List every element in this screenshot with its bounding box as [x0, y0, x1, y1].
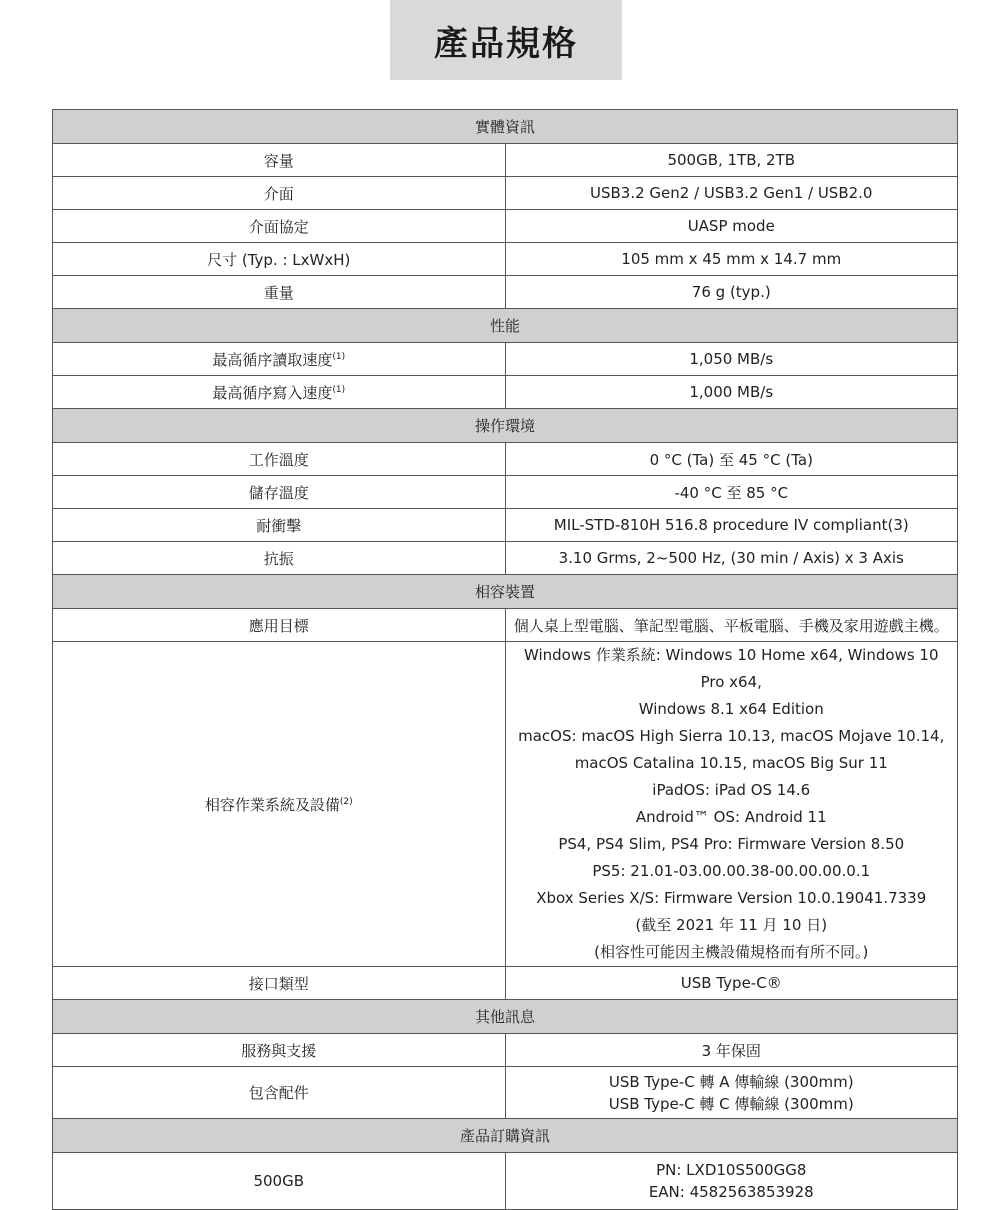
- section-title: 實體資訊: [53, 110, 958, 144]
- spec-value: [505, 1153, 958, 1210]
- spec-value: 1,000 MB/s: [505, 376, 958, 409]
- spec-label: 容量: [53, 144, 506, 177]
- spec-row-vibration: [53, 542, 958, 575]
- section-header-performance: [53, 309, 958, 343]
- section-header-physical: [53, 110, 958, 144]
- os-line: macOS Catalina 10.15, macOS Big Sur 11: [574, 754, 888, 772]
- spec-label: 儲存溫度: [53, 476, 506, 509]
- section-title: 操作環境: [53, 409, 958, 443]
- spec-value: 3 年保固: [505, 1034, 958, 1067]
- os-line: PS4, PS4 Slim, PS4 Pro: Firmware Version 8.50: [558, 835, 905, 853]
- spec-value: UASP mode: [505, 210, 958, 243]
- os-line: Xbox Series X/S: Firmware Version 10.0.19041.7339: [536, 889, 927, 907]
- spec-row-connector: [53, 967, 958, 1000]
- spec-row-write-speed: [53, 376, 958, 409]
- spec-value: 1,050 MB/s: [505, 343, 958, 376]
- spec-value: MIL-STD-810H 516.8 procedure IV compliant(3): [505, 509, 958, 542]
- spec-row-shock: [53, 509, 958, 542]
- part-number: PN: LXD10S500GG8: [656, 1161, 807, 1179]
- section-title: 相容裝置: [53, 575, 958, 609]
- spec-value: USB3.2 Gen2 / USB3.2 Gen1 / USB2.0: [505, 177, 958, 210]
- spec-value: 500GB, 1TB, 2TB: [505, 144, 958, 177]
- footnote-marker: (1): [332, 384, 346, 395]
- spec-label: [53, 343, 506, 376]
- section-title: 其他訊息: [53, 1000, 958, 1034]
- accessory-line: USB Type-C 轉 A 傳輸線 (300mm): [608, 1072, 854, 1091]
- spec-label: [53, 376, 506, 409]
- spec-label: 介面: [53, 177, 506, 210]
- spec-row-accessories: [53, 1067, 958, 1119]
- spec-value: [505, 1067, 958, 1119]
- spec-row-protocol: [53, 210, 958, 243]
- os-line: (相容性可能因主機設備規格而有所不同。): [594, 943, 869, 961]
- spec-value: 105 mm x 45 mm x 14.7 mm: [505, 243, 958, 276]
- os-line: Windows 作業系統: Windows 10 Home x64, Windows 10 Pro x64,: [523, 646, 939, 691]
- spec-row-dimensions: [53, 243, 958, 276]
- ean-code: EAN: 4582563853928: [648, 1183, 814, 1201]
- os-line: PS5: 21.01-03.00.00.38-00.00.00.0.1: [592, 862, 871, 880]
- spec-table: [52, 109, 958, 1210]
- spec-label: 介面協定: [53, 210, 506, 243]
- spec-row-warranty: [53, 1034, 958, 1067]
- os-line: (截至 2021 年 11 月 10 日): [635, 916, 828, 934]
- spec-label: 應用目標: [53, 609, 506, 642]
- spec-label: 耐衝擊: [53, 509, 506, 542]
- spec-value: [505, 642, 958, 967]
- spec-row-interface: [53, 177, 958, 210]
- spec-label: 500GB: [53, 1153, 506, 1210]
- page-title: 產品規格: [390, 0, 622, 80]
- spec-value: -40 °C 至 85 °C: [505, 476, 958, 509]
- spec-value: 0 °C (Ta) 至 45 °C (Ta): [505, 443, 958, 476]
- spec-label-text: 相容作業系統及設備: [204, 795, 340, 814]
- spec-row-operating-temp: [53, 443, 958, 476]
- spec-label: [53, 642, 506, 967]
- spec-label-text: 最高循序讀取速度: [212, 350, 333, 369]
- section-header-other: [53, 1000, 958, 1034]
- section-title: 產品訂購資訊: [53, 1119, 958, 1153]
- spec-row-compatible-os: [53, 642, 958, 967]
- spec-row-order-500gb: [53, 1153, 958, 1210]
- spec-label: 包含配件: [53, 1067, 506, 1119]
- spec-label-text: 最高循序寫入速度: [212, 383, 333, 402]
- section-title: 性能: [53, 309, 958, 343]
- os-line: iPadOS: iPad OS 14.6: [652, 781, 811, 799]
- spec-label: 抗振: [53, 542, 506, 575]
- spec-value: 個人桌上型電腦、筆記型電腦、平板電腦、手機及家用遊戲主機。: [505, 609, 958, 642]
- spec-label: 工作溫度: [53, 443, 506, 476]
- spec-value: 3.10 Grms, 2~500 Hz, (30 min / Axis) x 3 Axis: [505, 542, 958, 575]
- section-header-environment: [53, 409, 958, 443]
- accessory-line: USB Type-C 轉 C 傳輸線 (300mm): [608, 1094, 854, 1113]
- footnote-marker: (2): [339, 796, 353, 807]
- footnote-marker: (1): [332, 351, 346, 362]
- section-header-ordering: [53, 1119, 958, 1153]
- spec-row-weight: [53, 276, 958, 309]
- spec-label: 重量: [53, 276, 506, 309]
- spec-label: 服務與支援: [53, 1034, 506, 1067]
- spec-label: 接口類型: [53, 967, 506, 1000]
- spec-row-read-speed: [53, 343, 958, 376]
- spec-row-capacity: [53, 144, 958, 177]
- spec-row-storage-temp: [53, 476, 958, 509]
- spec-label: 尺寸 (Typ. : LxWxH): [53, 243, 506, 276]
- os-line: Android™ OS: Android 11: [635, 808, 827, 826]
- os-line: Windows 8.1 x64 Edition: [638, 700, 824, 718]
- spec-value: USB Type-C®: [505, 967, 958, 1000]
- section-header-compatibility: [53, 575, 958, 609]
- os-line: macOS: macOS High Sierra 10.13, macOS Mojave 10.14,: [518, 727, 945, 745]
- spec-row-target: [53, 609, 958, 642]
- spec-value: 76 g (typ.): [505, 276, 958, 309]
